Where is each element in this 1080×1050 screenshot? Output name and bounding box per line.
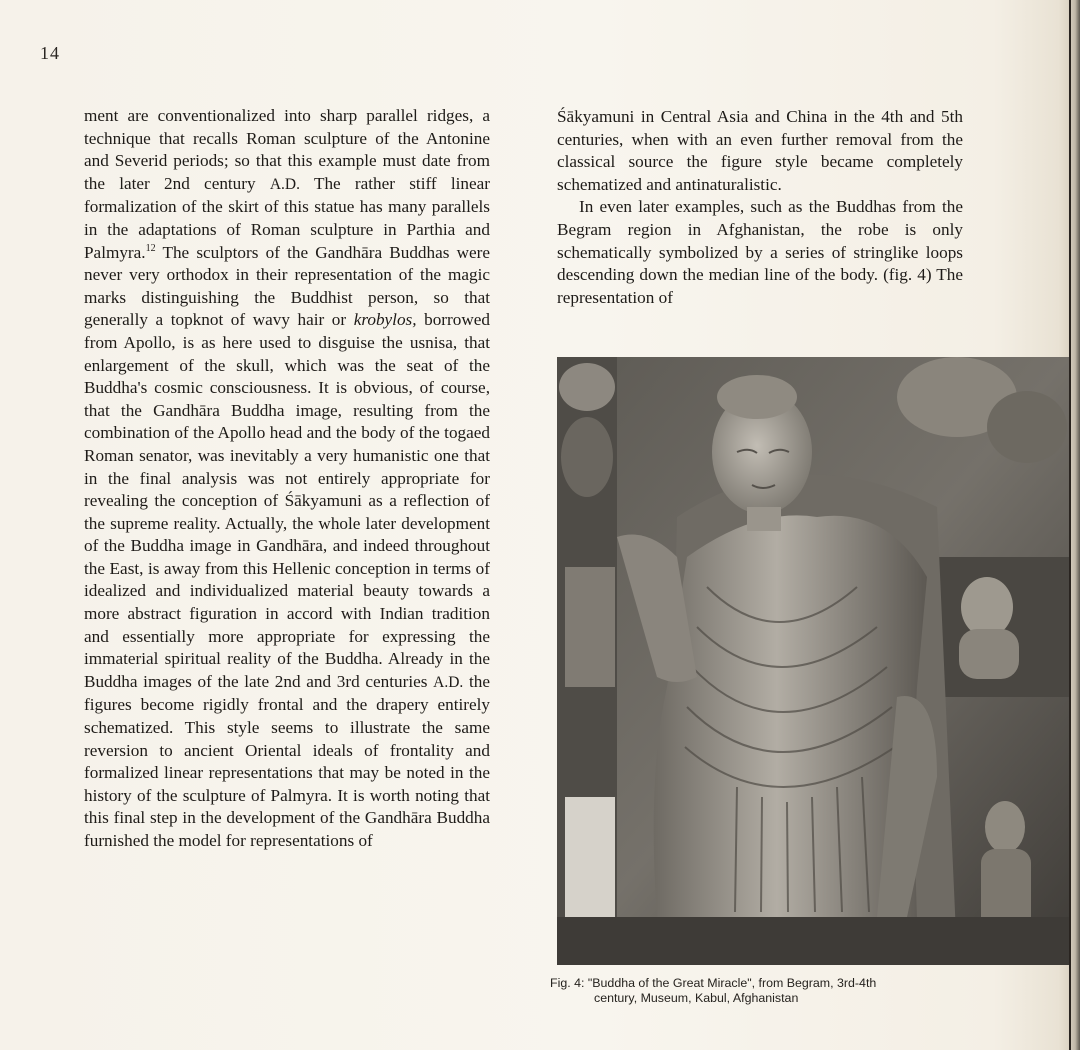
era-abbreviation: A.D.	[433, 673, 464, 691]
buddha-photograph	[557, 357, 1069, 965]
caption-line-2: century, Museum, Kabul, Afghanistan	[594, 991, 799, 1005]
buddha-relief-illustration	[557, 357, 1069, 965]
page-gutter-shadow	[1068, 0, 1080, 1050]
right-paragraph-1: Śākyamuni in Central Asia and China in the 4th and 5th centuries, when with an even further removal from the classical source the figure style became completely schematized and antinaturalistic.	[557, 107, 963, 194]
left-text-run: borrowed from Apollo, is as here used to disguise the usnisa, that enlargement of the skull, which was the seat of the Buddha's cosmic consciousness. It is obvious, of course, that the Gandhāra Buddha image, resulting from the combination of the Apollo head and the body of the togaed Roman senator, was inevitably a very humanistic one that in the final analysis was not entirely appropriate for revealing the conception of Śākyamuni as a reflection of the supreme reality. Actually, the whole later development of the Buddha image in Gandhāra, and indeed throughout the East, is away from this Hellenic conception in terms of idealized and individualized material beauty towards a more abstract figuration in accord with Indian tradition and essentially more appropriate for expressing the immaterial spiritual reality of the Buddha. Already in the Buddha images of the late 2nd and 3rd centuries	[84, 310, 490, 691]
left-text-column	[84, 105, 490, 853]
left-text-run: The rather stiff linear formalization of the skirt of this statue has many parallels in the adaptations of Roman sculpture in Parthia and Palmyra.	[84, 173, 490, 262]
left-text-run: the figures become rigidly frontal and the drapery entirely schematized. This style seems to illustrate the same reversion to ancient Oriental ideals of frontality and formalized linear representations that may be noted in the history of the sculpture of Palmyra. It is worth noting that this final step in the development of the Gandhāra Buddha furnished the model for representations of	[84, 671, 490, 850]
left-text-run: The sculptors of the Gandhāra Buddhas were never very orthodox in their representation of the magic marks distinguishing the Buddhist person, so that generally a topknot of wavy hair or	[84, 242, 490, 330]
footnote-marker: 12	[145, 242, 156, 254]
right-text-column	[557, 106, 963, 309]
right-paragraph-2: In even later examples, such as the Buddhas from the Begram region in Afghanistan, the robe is only schematically symbolized by a series of stringlike loops descending down the median line of the body. (fig. 4) The representation of	[557, 197, 963, 307]
era-abbreviation: A.D.	[269, 175, 300, 193]
caption-line-1: Fig. 4: "Buddha of the Great Miracle", from Begram, 3rd-4th	[550, 976, 877, 990]
left-text-run: ment are conventionalized into sharp parallel ridges, a technique that recalls Roman sculpture of the Antonine and Severid periods; so that this example must date from the later 2nd century	[84, 106, 490, 193]
page-number: 14	[40, 43, 60, 63]
italic-term: krobylos,	[353, 310, 417, 330]
figure-caption	[550, 976, 980, 1006]
